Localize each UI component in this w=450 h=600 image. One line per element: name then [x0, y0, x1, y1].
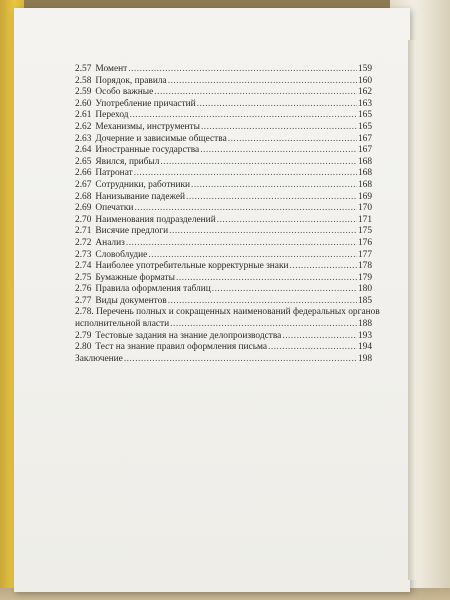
- toc-entry: [75, 99, 372, 111]
- toc-entry-title: Правила оформления таблиц: [95, 284, 211, 295]
- toc-entry-title: исполнительной власти: [75, 319, 170, 330]
- toc-entry-number: 2.59: [75, 87, 92, 98]
- toc-entry: [75, 134, 372, 146]
- toc-entry-title: Дочерние и зависимые общества: [95, 133, 227, 144]
- toc-entry-page: 171: [357, 214, 372, 225]
- leader-dots: [290, 261, 357, 273]
- table-of-contents: [75, 64, 380, 365]
- toc-entry-number: 2.72: [75, 237, 92, 248]
- toc-entry: [75, 168, 372, 180]
- leader-dots: [200, 145, 357, 157]
- toc-entry-title: Наиболее употребительные корректурные знаки: [95, 261, 289, 272]
- toc-entry-page: 185: [357, 295, 372, 306]
- leader-dots: [128, 64, 357, 76]
- toc-entry-page: 193: [357, 330, 372, 341]
- toc-entry: [75, 110, 372, 122]
- leader-dots: [170, 319, 357, 331]
- toc-entry-title: Заключение: [75, 353, 123, 364]
- toc-entry-title: Порядок, правила: [95, 75, 167, 86]
- toc-entry-page: 177: [357, 249, 372, 260]
- toc-entry: [75, 157, 372, 169]
- toc-entry: [75, 64, 372, 76]
- leader-dots: [228, 134, 357, 146]
- leader-dots: [197, 99, 357, 111]
- leader-dots: [186, 192, 357, 204]
- toc-entry-number: 2.61: [75, 110, 92, 121]
- toc-entry-page: 162: [357, 87, 372, 98]
- toc-entry: [75, 331, 372, 343]
- toc-entry-page: 175: [357, 226, 372, 237]
- toc-entry-page: 163: [357, 98, 372, 109]
- toc-entry: [75, 273, 372, 285]
- toc-entry-number: 2.74: [75, 261, 92, 272]
- toc-entry-number: 2.71: [75, 226, 92, 237]
- toc-entry-page: 180: [357, 284, 372, 295]
- toc-entry-number: 2.66: [75, 168, 92, 179]
- toc-entry-number: 2.60: [75, 98, 92, 109]
- leader-dots: [130, 110, 357, 122]
- toc-entry: [75, 192, 372, 204]
- toc-entry-page: 165: [357, 121, 372, 132]
- toc-entry-number: 2.67: [75, 179, 92, 190]
- toc-entry: [75, 284, 372, 296]
- toc-entry-title: Переход: [95, 110, 129, 121]
- toc-entry-page: 168: [357, 156, 372, 167]
- toc-entry-page: 194: [357, 342, 372, 353]
- toc-entry-number: 2.73: [75, 249, 92, 260]
- toc-entry-number: 2.63: [75, 133, 92, 144]
- toc-entry-2-78-line1: [75, 307, 380, 319]
- toc-entry: [75, 342, 372, 354]
- leader-dots: [154, 87, 357, 99]
- toc-entry-title: Момент: [95, 64, 128, 74]
- toc-entry-title: Особо важные: [95, 87, 154, 98]
- toc-entry-conclusion: [75, 354, 372, 366]
- toc-entry-2-78-line2: [75, 319, 372, 331]
- toc-entry-page: 159: [357, 64, 372, 74]
- toc-entry-number: 2.75: [75, 272, 92, 283]
- toc-entry-number: 2.80: [75, 342, 92, 353]
- toc-entry-page: 160: [357, 75, 372, 86]
- leader-dots: [134, 168, 357, 180]
- toc-entry: [75, 226, 372, 238]
- toc-entry-page: 167: [357, 133, 372, 144]
- toc-entries: [75, 64, 372, 307]
- leader-dots: [168, 76, 357, 88]
- toc-entry-page: 169: [357, 191, 372, 202]
- leader-dots: [148, 250, 357, 262]
- toc-entry-title: Висячие предлоги: [95, 226, 169, 237]
- toc-entry-number: 2.69: [75, 203, 92, 214]
- leader-dots: [212, 284, 357, 296]
- toc-entry-title: Иностранные государства: [95, 145, 200, 156]
- toc-entry: [75, 122, 372, 134]
- toc-entry-page: 176: [357, 237, 372, 248]
- toc-entry-number: 2.78.: [75, 307, 94, 318]
- toc-entry-title: Тест на знание правил оформления письма: [95, 342, 268, 353]
- toc-entry-page: 165: [357, 110, 372, 121]
- toc-entry-title: Опечатки: [95, 203, 134, 214]
- toc-entry-number: 2.62: [75, 121, 92, 132]
- toc-entry-number: 2.58: [75, 75, 92, 86]
- toc-entry-title: Механизмы, инструменты: [95, 121, 200, 132]
- toc-entry-page: 168: [357, 168, 372, 179]
- toc-entry-page: 167: [357, 145, 372, 156]
- toc-entry-number: 2.68: [75, 191, 92, 202]
- toc-entry: [75, 87, 372, 99]
- toc-entry-title: Перечень полных и сокращенных наименований федеральных органов: [96, 307, 380, 318]
- leader-dots: [169, 226, 357, 238]
- toc-entry-title: Словоблудие: [95, 249, 148, 260]
- page-edge: [408, 40, 416, 580]
- toc-entry: [75, 76, 372, 88]
- toc-entry-page: 188: [357, 319, 372, 330]
- toc-entry-number: 2.64: [75, 145, 92, 156]
- toc-entry-page: 198: [357, 353, 372, 364]
- toc-entry-number: 2.70: [75, 214, 92, 225]
- toc-entry: [75, 250, 372, 262]
- toc-entry-title: Явился, прибыл: [95, 156, 160, 167]
- toc-entry-title: Нанизывание падежей: [95, 191, 186, 202]
- toc-entry-number: 2.57: [75, 64, 92, 74]
- leader-dots: [126, 238, 357, 250]
- toc-entry-title: Анализ: [95, 237, 125, 248]
- toc-entry-title: Употребление причастий: [95, 98, 196, 109]
- toc-entry-title: Бумажные форматы: [95, 272, 175, 283]
- leader-dots: [176, 273, 357, 285]
- leader-dots: [168, 296, 357, 308]
- toc-entry: [75, 296, 372, 308]
- toc-entry-page: 178: [357, 261, 372, 272]
- toc-entry: [75, 203, 372, 215]
- toc-entry-page: 179: [357, 272, 372, 283]
- toc-entry: [75, 238, 372, 250]
- leader-dots: [191, 180, 357, 192]
- toc-entry: [75, 180, 372, 192]
- leader-dots: [160, 157, 357, 169]
- toc-entry-title: Патронат: [95, 168, 133, 179]
- toc-entry-page: 170: [357, 203, 372, 214]
- toc-entry-number: 2.65: [75, 156, 92, 167]
- leader-dots: [134, 203, 357, 215]
- leader-dots: [201, 122, 357, 134]
- toc-entry: [75, 145, 372, 157]
- toc-entry-title: Тестовые задания на знание делопроизводства: [95, 330, 282, 341]
- toc-entry-number: 2.76: [75, 284, 92, 295]
- toc-entry-title: Сотрудники, работники: [95, 179, 191, 190]
- toc-entry-number: 2.77: [75, 295, 92, 306]
- toc-entry: [75, 215, 372, 227]
- leader-dots: [268, 342, 357, 354]
- toc-entry-page: 168: [357, 179, 372, 190]
- toc-entry-title: Виды документов: [95, 295, 167, 306]
- leader-dots: [217, 215, 357, 227]
- leader-dots: [282, 331, 357, 343]
- toc-entry: [75, 261, 372, 273]
- toc-entry-number: 2.79: [75, 330, 92, 341]
- leader-dots: [124, 354, 357, 366]
- toc-entry-title: Наименования подразделений: [95, 214, 216, 225]
